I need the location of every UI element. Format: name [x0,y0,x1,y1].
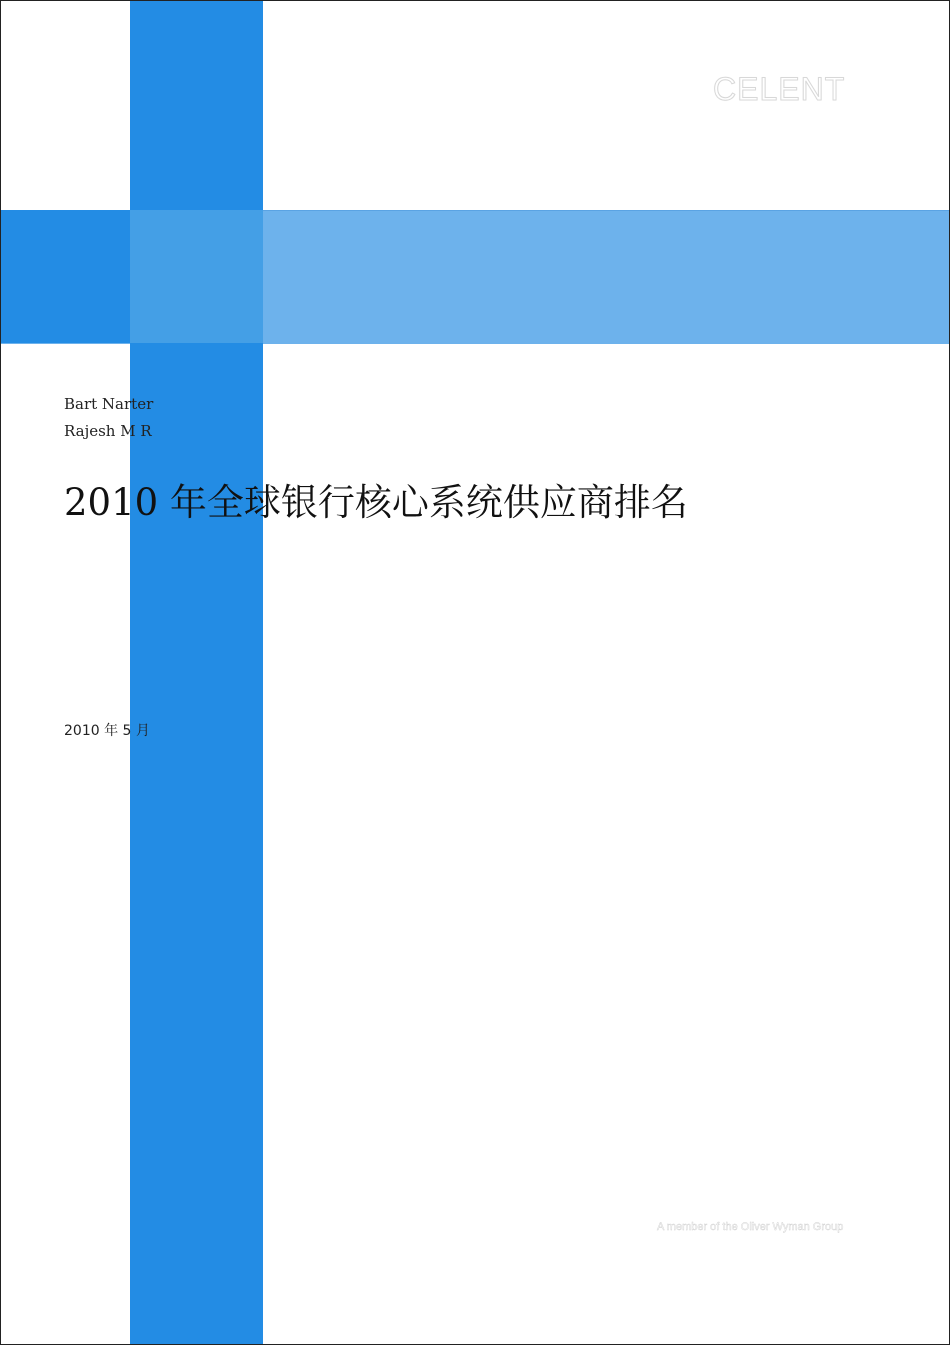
report-title: 2010 年全球银行核心系统供应商排名 [64,481,688,524]
celent-logo: CELENT [713,71,846,107]
author-name: Bart Narter [64,395,154,413]
band-intersection [130,210,263,343]
author-name: Rajesh M R [64,422,152,440]
group-tagline: A member of the Oliver Wyman Group [657,1221,844,1233]
horizontal-band-left-block [1,210,130,343]
publication-date: 2010 年 5 月 [64,723,150,739]
vertical-bar [130,1,263,1344]
